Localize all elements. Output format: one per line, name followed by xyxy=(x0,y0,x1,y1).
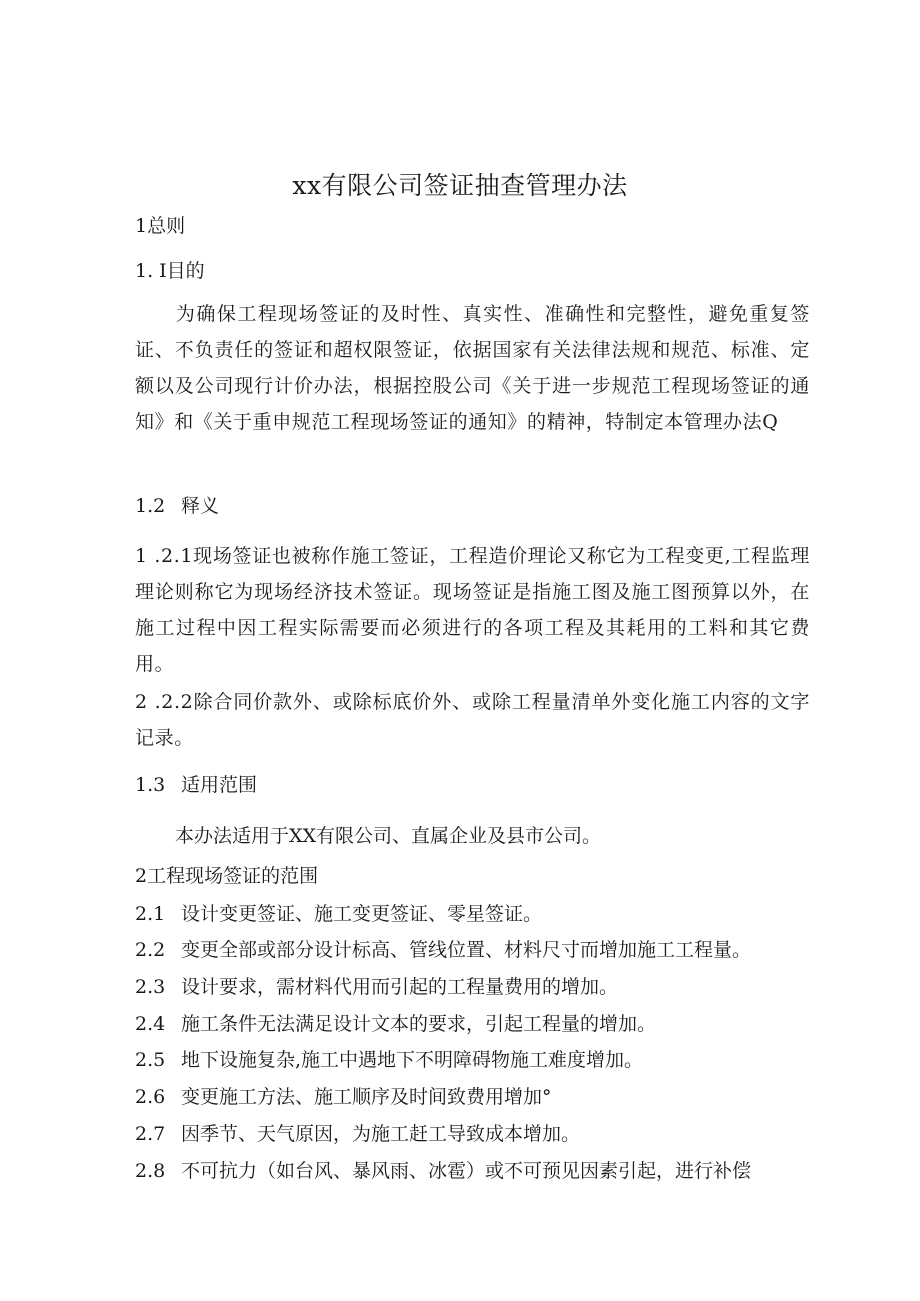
section-1-2-number: 1.2 xyxy=(135,495,166,517)
scope-paragraph: 本办法适用于XX有限公司、直属企业及县市公司。 xyxy=(175,825,602,847)
purpose-paragraph xyxy=(135,296,810,440)
section-2-heading: 2工程现场签证的范围 xyxy=(135,865,319,887)
item-text: 地下设施复杂,施工中遇地下不明障碍物施工难度增加。 xyxy=(181,1049,644,1071)
item-number: 2.1 xyxy=(135,903,166,925)
definition-2-2-2-paragraph: 2 .2.2除合同价款外、或除标底价外、或除工程量清单外变化施工内容的文字记录。 xyxy=(135,691,810,749)
item-text: 不可抗力（如台风、暴风雨、冰雹）或不可预见因素引起，进行补偿 xyxy=(181,1160,752,1182)
item-number: 2.3 xyxy=(135,976,166,998)
list-item xyxy=(135,1047,643,1073)
document-title: xx有限公司签证抽查管理办法 xyxy=(292,171,628,200)
item-number: 2.5 xyxy=(135,1049,166,1071)
section-1-3-number: 1.3 xyxy=(135,774,166,796)
item-number: 2.7 xyxy=(135,1123,166,1145)
section-1-heading: 1总则 xyxy=(135,215,186,237)
item-text: 设计要求，需材料代用而引起的工程量费用的增加。 xyxy=(181,976,619,998)
item-text: 变更全部或部分设计标高、管线位置、材料尺寸而增加施工工程量。 xyxy=(181,939,752,961)
section-1-3-text: 适用范围 xyxy=(181,774,258,796)
section-1-2-heading xyxy=(135,493,219,519)
item-number: 2.2 xyxy=(135,939,166,961)
item-text: 因季节、天气原因，为施工赶工导致成本增加。 xyxy=(181,1123,581,1145)
item-number: 2.4 xyxy=(135,1013,166,1035)
list-item xyxy=(135,1121,580,1147)
item-text: 变更施工方法、施工顺序及时间致费用增加° xyxy=(181,1086,552,1108)
definition-2-2-1-paragraph: 1 .2.1现场签证也被称作施工签证，工程造价理论又称它为工程变更,工程监理理论则称它为现场经济技术签证。现场签证是指施工图及施工图预算以外，在施工过程中因工程实际需要而必须进行的各项工程及其耗用的工料和其它费用。 xyxy=(135,545,810,675)
list-item xyxy=(135,901,542,927)
section-1-1-heading: 1. I目的 xyxy=(135,260,205,282)
list-item xyxy=(135,1158,751,1184)
section-1-2-text: 释义 xyxy=(181,495,220,517)
list-item xyxy=(135,1084,552,1110)
purpose-text: 为确保工程现场签证的及时性、真实性、准确性和完整性，避免重复签证、不负责任的签证和超权限签证，依据国家有关法律法规和规范、标准、定额以及公司现行计价办法，根据控股公司《关于进一步规范工程现场签证的通知》和《关于重申规范工程现场签证的通知》的精神，特制定本管理办法Q xyxy=(135,303,810,433)
item-number: 2.8 xyxy=(135,1160,166,1182)
list-item xyxy=(135,937,751,963)
item-number: 2.6 xyxy=(135,1086,166,1108)
list-item xyxy=(135,974,618,1000)
item-text: 施工条件无法满足设计文本的要求，引起工程量的增加。 xyxy=(181,1013,657,1035)
list-item xyxy=(135,1011,656,1037)
item-text: 设计变更签证、施工变更签证、零星签证。 xyxy=(181,903,543,925)
section-1-3-heading xyxy=(135,772,257,798)
